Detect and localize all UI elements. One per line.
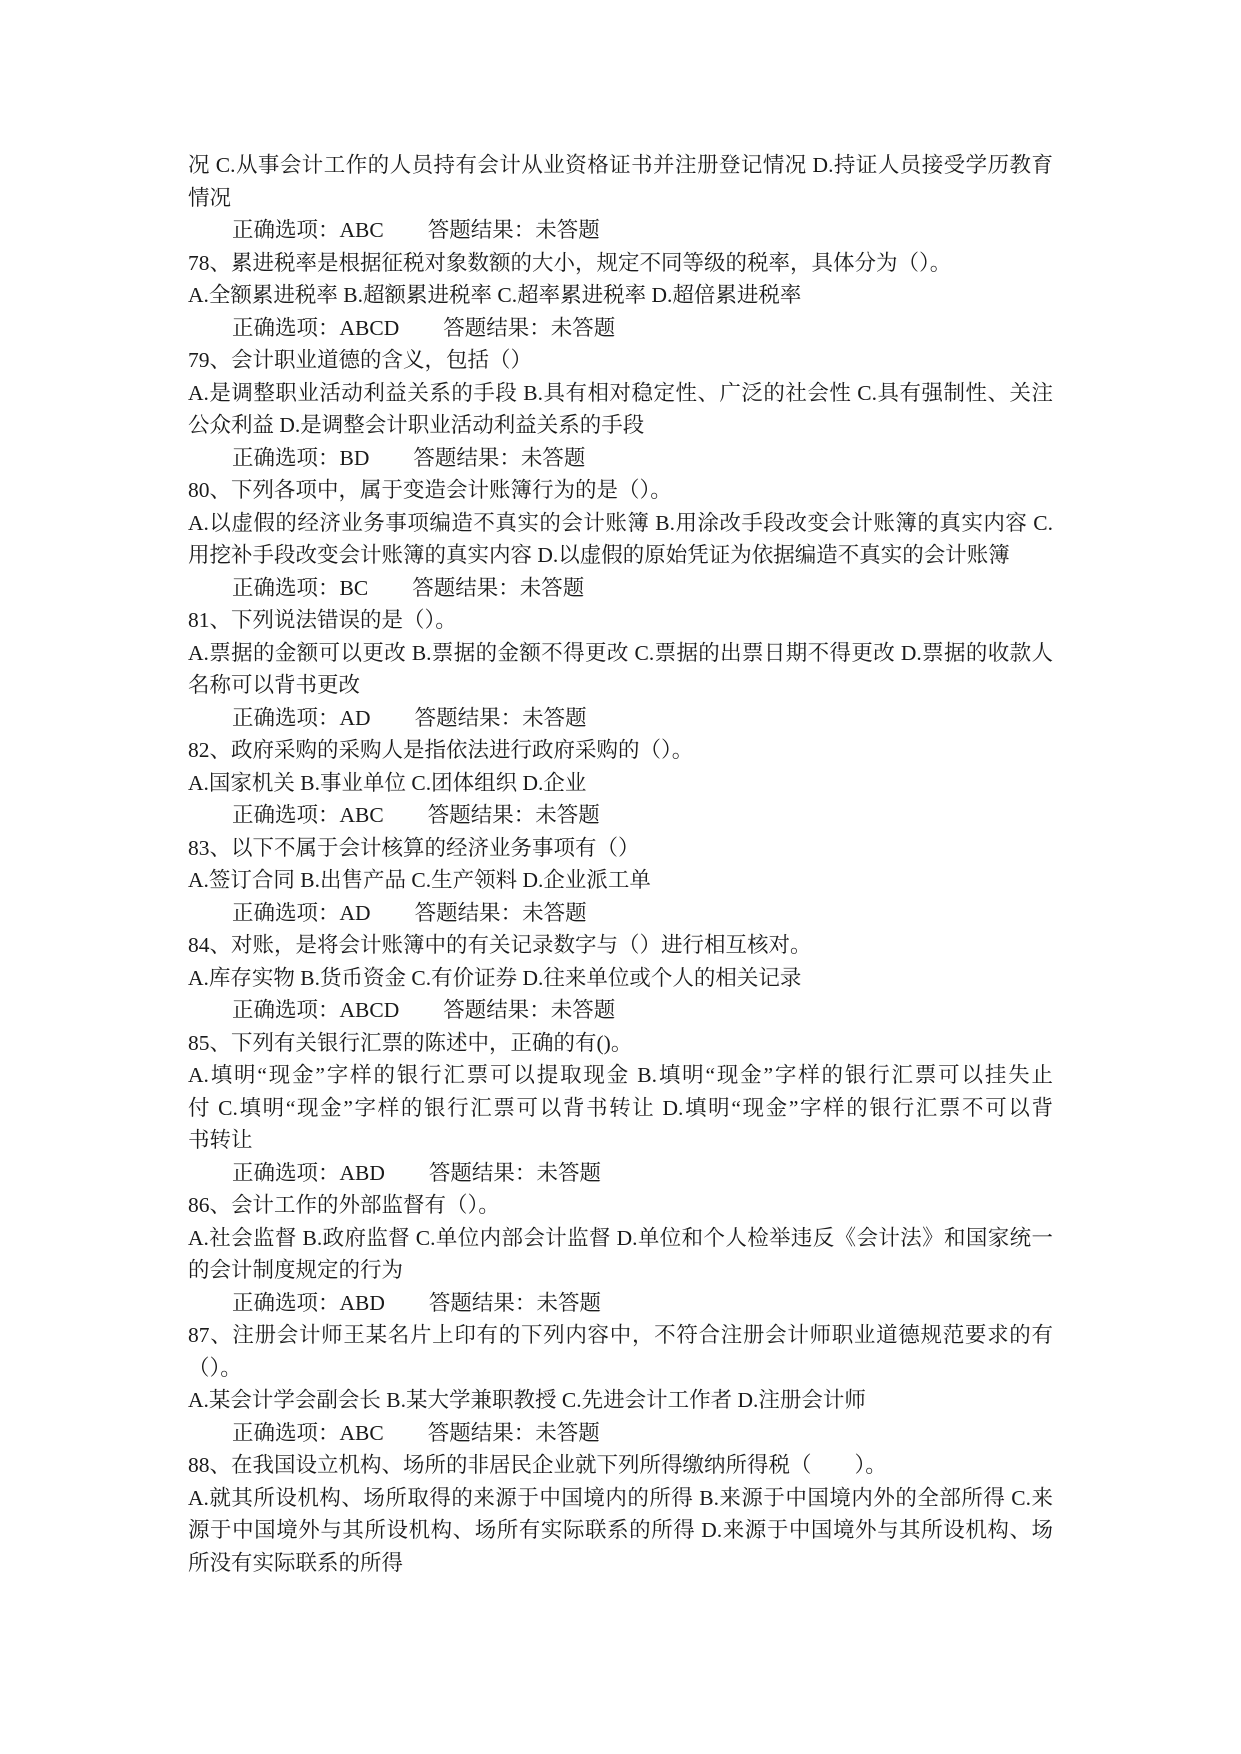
- result-value: 未答题: [550, 998, 616, 1022]
- option-line: A.填明“现金”字样的银行汇票可以提取现金 B.填明“现金”字样的银行汇票可以挂失止: [188, 1063, 1053, 1087]
- answer-value: ABC: [339, 803, 384, 827]
- answer-row: [188, 312, 1053, 345]
- question-block: [188, 1189, 1053, 1319]
- question-block: [188, 929, 1053, 1027]
- result-value: 未答题: [520, 445, 586, 470]
- result-label: 答题结果：: [428, 1160, 537, 1185]
- option-line: A.社会监督 B.政府监督 C.单位内部会计监督 D.单位和个人检举违反《会计法》和国家统一: [188, 1225, 1053, 1250]
- result-value: 未答题: [536, 1290, 601, 1315]
- result-label: 答题结果：: [412, 575, 520, 600]
- question-block: [188, 604, 1053, 734]
- answer-row: [188, 214, 1053, 247]
- answer-value: ABCD: [339, 315, 400, 340]
- result-label: 答题结果：: [414, 900, 523, 925]
- question-stem-line: 82、政府采购的采购人是指依法进行政府采购的（）。: [188, 738, 694, 762]
- option-line: A.以虚假的经济业务事项编造不真实的会计账簿 B.用涂改手段改变会计账簿的真实内容 C.: [188, 510, 1053, 535]
- answer-label: 正确选项：: [232, 998, 340, 1022]
- question-stem-line: 79、会计职业道德的含义，包括（）: [188, 348, 533, 372]
- answer-row: [188, 1417, 1053, 1450]
- result-label: 答题结果：: [413, 445, 521, 470]
- answer-value: AD: [339, 705, 371, 730]
- option-line: 的会计制度规定的行为: [188, 1258, 404, 1282]
- result-value: 未答题: [522, 900, 587, 925]
- result-label: 答题结果：: [443, 998, 551, 1022]
- option-line: A.是调整职业活动利益关系的手段 B.具有相对稳定性、广泛的社会性 C.具有强制性、关注: [188, 380, 1053, 405]
- answer-row: [188, 1287, 1053, 1320]
- answer-row: [188, 572, 1053, 605]
- option-line: A.签订合同 B.出售产品 C.生产领料 D.企业派工单: [188, 868, 651, 892]
- question-block: [188, 1449, 1053, 1579]
- answer-row: [188, 442, 1053, 475]
- result-value: 未答题: [519, 575, 585, 600]
- answer-label: 正确选项：: [232, 1160, 340, 1185]
- option-line: 付 C.填明“现金”字样的银行汇票可以背书转让 D.填明“现金”字样的银行汇票不可以背: [188, 1095, 1053, 1120]
- answer-value: ABC: [339, 1420, 384, 1445]
- option-line: 所没有实际联系的所得: [188, 1550, 404, 1575]
- option-line: 用挖补手段改变会计账簿的真实内容 D.以虚假的原始凭证为依据编造不真实的会计账簿: [188, 543, 1010, 567]
- question-stem-line: 86、会计工作的外部监督有（）。: [188, 1193, 500, 1217]
- answer-value: AD: [339, 900, 371, 925]
- question-block: [188, 344, 1053, 474]
- option-line: A.某会计学会副会长 B.某大学兼职教授 C.先进会计工作者 D.注册会计师: [188, 1388, 866, 1412]
- answer-value: BC: [339, 575, 369, 600]
- answer-value: ABC: [339, 218, 384, 242]
- answer-label: 正确选项：: [232, 803, 340, 827]
- result-value: 未答题: [535, 218, 600, 242]
- answer-row: [188, 702, 1053, 735]
- question-block: [188, 1319, 1053, 1449]
- question-stem-line: 78、累进税率是根据征税对象数额的大小，规定不同等级的税率，具体分为（）。: [188, 250, 952, 275]
- option-line: A.就其所设机构、场所取得的来源于中国境内的所得 B.来源于中国境内外的全部所得 C.来: [188, 1485, 1053, 1510]
- option-line: 况 C.从事会计工作的人员持有会计从业资格证书并注册登记情况 D.持证人员接受学历教育: [188, 153, 1053, 177]
- answer-row: [188, 994, 1053, 1027]
- answer-label: 正确选项：: [232, 705, 340, 730]
- answer-value: ABD: [339, 1160, 385, 1185]
- option-line: A.库存实物 B.货币资金 C.有价证券 D.往来单位或个人的相关记录: [188, 965, 802, 990]
- answer-label: 正确选项：: [232, 315, 340, 340]
- answer-label: 正确选项：: [232, 900, 340, 925]
- question-block: [188, 149, 1053, 247]
- result-value: 未答题: [535, 803, 600, 827]
- answer-value: ABD: [339, 1290, 385, 1315]
- result-value: 未答题: [522, 705, 587, 730]
- option-line: 书转让: [188, 1128, 253, 1152]
- result-value: 未答题: [550, 315, 616, 340]
- result-label: 答题结果：: [427, 218, 536, 242]
- question-block: [188, 832, 1053, 930]
- question-stem-line: （）。: [188, 1355, 242, 1380]
- question-stem-line: 88、在我国设立机构、场所的非居民企业就下列所得缴纳所得税（ ）。: [188, 1453, 887, 1477]
- answer-label: 正确选项：: [232, 1420, 340, 1445]
- option-line: 公众利益 D.是调整会计职业活动利益关系的手段: [188, 413, 645, 437]
- option-line: 情况: [188, 185, 232, 210]
- question-block: [188, 474, 1053, 604]
- answer-label: 正确选项：: [232, 218, 340, 242]
- option-line: A.票据的金额可以更改 B.票据的金额不得更改 C.票据的出票日期不得更改 D.票据的收款人: [188, 640, 1053, 665]
- answer-value: ABCD: [339, 998, 400, 1022]
- answer-label: 正确选项：: [232, 445, 340, 470]
- question-stem-line: 87、注册会计师王某名片上印有的下列内容中，不符合注册会计师职业道德规范要求的有: [188, 1323, 1053, 1347]
- option-line: 名称可以背书更改: [188, 673, 361, 697]
- question-block: [188, 1027, 1053, 1190]
- result-label: 答题结果：: [427, 1420, 536, 1445]
- answer-label: 正确选项：: [232, 575, 340, 600]
- question-block: [188, 734, 1053, 832]
- result-label: 答题结果：: [427, 803, 536, 827]
- result-label: 答题结果：: [443, 315, 551, 340]
- result-value: 未答题: [536, 1160, 601, 1185]
- question-stem-line: 81、下列说法错误的是（）。: [188, 608, 457, 632]
- result-label: 答题结果：: [428, 1290, 537, 1315]
- option-line: A.全额累进税率 B.超额累进税率 C.超率累进税率 D.超倍累进税率: [188, 283, 802, 307]
- question-block: [188, 247, 1053, 345]
- question-stem-line: 80、下列各项中，属于变造会计账簿行为的是（）。: [188, 478, 672, 502]
- answer-row: [188, 897, 1053, 930]
- question-stem-line: 85、下列有关银行汇票的陈述中，正确的有()。: [188, 1030, 633, 1055]
- result-label: 答题结果：: [414, 705, 523, 730]
- result-value: 未答题: [535, 1420, 600, 1445]
- answer-row: [188, 799, 1053, 832]
- option-line: 源于中国境外与其所设机构、场所有实际联系的所得 D.来源于中国境外与其所设机构、场: [188, 1518, 1053, 1542]
- answer-row: [188, 1157, 1053, 1190]
- answer-label: 正确选项：: [232, 1290, 340, 1315]
- answer-value: BD: [339, 445, 370, 470]
- option-line: A.国家机关 B.事业单位 C.团体组织 D.企业: [188, 770, 587, 795]
- question-stem-line: 83、以下不属于会计核算的经济业务事项有（）: [188, 835, 640, 860]
- question-stem-line: 84、对账，是将会计账簿中的有关记录数字与（）进行相互核对。: [188, 933, 812, 957]
